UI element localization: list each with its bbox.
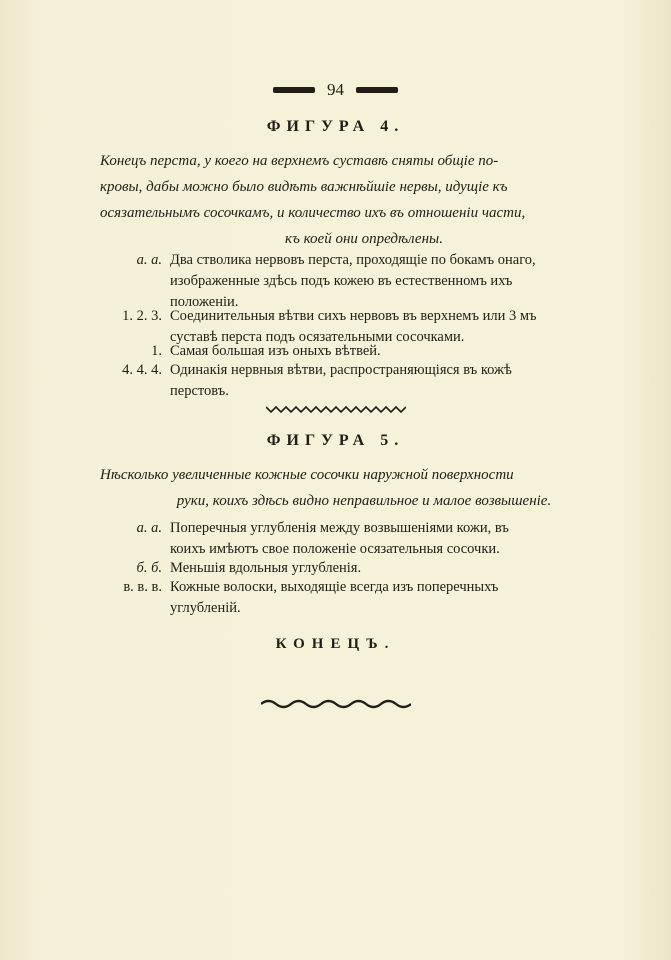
legend-text — [170, 250, 630, 313]
legend-text — [170, 360, 630, 402]
legend-key: 4. 4. 4. — [122, 362, 162, 378]
caption-line: Нѣсколько увеличенные кожные сосочки наружной поверхности — [100, 467, 514, 483]
legend-key: a. a. — [136, 520, 162, 536]
legend-line: Кожные волоски, выходящіе всегда изъ поперечныхъ — [170, 579, 499, 595]
legend-key: 1. 2. 3. — [122, 308, 162, 324]
ornament-divider — [0, 698, 671, 710]
end-title: КОНЕЦЪ. — [275, 636, 396, 652]
wave-ornament-icon — [261, 698, 411, 710]
legend-line: Самая большая изъ оныхъ вѣтвей. — [170, 343, 381, 359]
legend-key: a. a. — [136, 252, 162, 268]
caption-line: къ коей они опредѣлены. — [285, 231, 443, 247]
figure-5-title: ФИГУРА 5. — [266, 432, 405, 449]
legend-line: коихъ имѣютъ свое положеніе осязательныя сосочки. — [170, 541, 500, 557]
ornament-divider — [0, 404, 671, 414]
legend-text — [170, 558, 630, 579]
page-header — [0, 80, 671, 100]
legend-key: 1. — [151, 343, 162, 359]
legend-key: б. б. — [136, 560, 162, 576]
caption-line: Конецъ перста, у коего на верхнемъ суставѣ сняты общіе по- — [100, 153, 499, 169]
legend-text — [170, 341, 630, 362]
header-rule-right — [356, 87, 398, 93]
legend-line: Одинакія нервныя вѣтви, распространяющіяся въ кожѣ — [170, 362, 512, 378]
legend-text — [170, 577, 630, 619]
legend-line: суставѣ перста подъ осязательными сосочками. — [170, 329, 465, 345]
legend-line: изображенные здѣсь подъ кожею въ естественномъ ихъ — [170, 273, 513, 289]
caption-line: осязательнымъ сосочкамъ, и количество ихъ въ отношеніи части, — [100, 205, 526, 221]
caption-line: кровы, дабы можно было видѣть важнѣйшіе нервы, идущіе къ — [100, 179, 508, 195]
page-number: 94 — [327, 80, 344, 99]
legend-line: углубленій. — [170, 600, 241, 616]
caption-line: руки, коихъ здѣсь видно неправильное и малое возвышеніе. — [176, 493, 552, 509]
header-rule-left — [273, 87, 315, 93]
legend-key: в. в. в. — [123, 579, 162, 595]
legend-text — [170, 518, 630, 560]
figure-4-title: ФИГУРА 4. — [266, 118, 405, 135]
legend-line: перстовъ. — [170, 383, 229, 399]
zigzag-ornament-icon — [266, 404, 406, 414]
figure-5-caption — [100, 462, 628, 514]
figure-4-caption — [100, 148, 628, 252]
legend-line: Два стволика нервовъ перста, проходящіе по бокамъ онаго, — [170, 252, 536, 268]
legend-line: положеніи. — [170, 294, 239, 310]
legend-line: Поперечныя углубленія между возвышеніями кожи, въ — [170, 520, 509, 536]
legend-line: Соединительныя вѣтви сихъ нервовъ въ верхнемъ или 3 мъ — [170, 308, 537, 324]
legend-line: Меньшія вдольныя углубленія. — [170, 560, 362, 576]
